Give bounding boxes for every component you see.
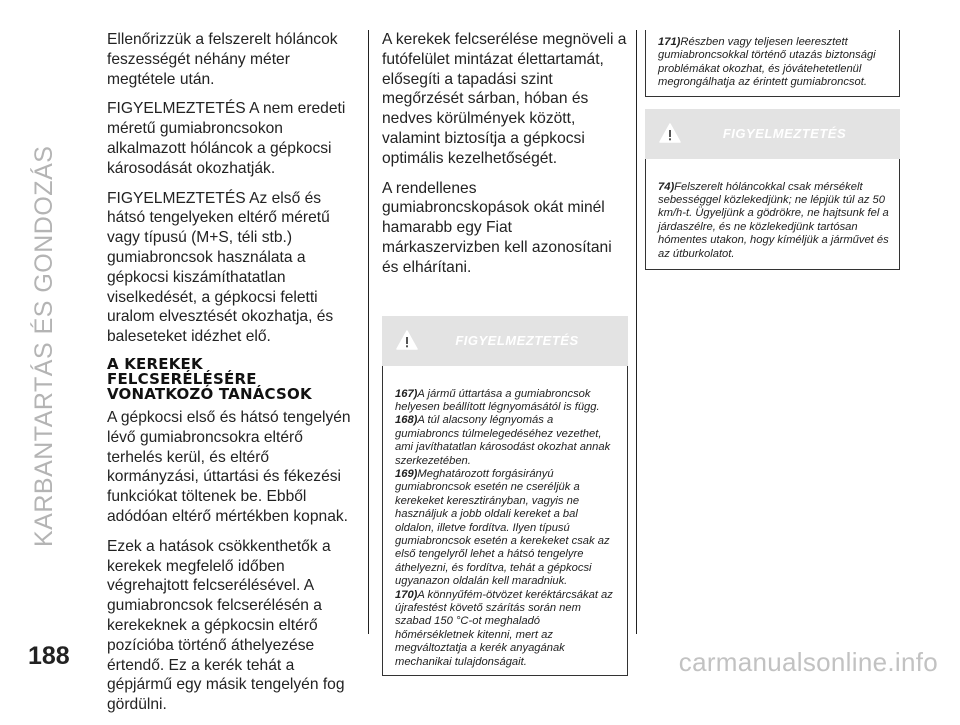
page-number: 188	[28, 642, 70, 670]
warning-header	[382, 316, 628, 366]
column-2	[382, 30, 628, 676]
note-number: 74)	[658, 180, 675, 193]
note-number: 170)	[395, 588, 418, 601]
chapter-side-title-text: KARBANTARTÁS ÉS GONDOZÁS	[30, 145, 58, 547]
paragraph: FIGYELMEZTETÉS A nem eredeti méretű gumiabroncsokon alkalmazott hóláncok a gépkocsi károsodását okozhatják.	[107, 100, 346, 177]
note-number: 169)	[395, 468, 418, 480]
warning-title: FIGYELMEZTETÉS	[722, 125, 847, 141]
note-number: 171)	[658, 36, 681, 48]
warning-note	[395, 468, 617, 589]
column-divider	[636, 30, 637, 634]
note-text: Meghatározott forgásirányú gumiabroncsok esetén ne cseréljük a kerekeket keresztirányban, vagyis ne használjuk a jobb oldali kereket a bal oldalon, illetve fordítva. Ilyen típusú gumiabroncsok esetén a kerekeket csak az első tengelyről lehet a hátsó tengelyre áthelyezni, és fordítva, tehát a gépkocsi ugyanazon oldalán kell maradniuk.	[395, 468, 610, 588]
warning-note	[395, 414, 617, 468]
warning-header	[645, 109, 900, 159]
column-divider	[368, 30, 369, 634]
paragraph: A kerekek felcserélése megnöveli a futófelület mintázat élettartamát, elősegíti a tapadási szint megőrzését sárban, hóban és nedves körülmények között, valamint biztosítja a gépkocsi optimális kezelhetőségét.	[382, 31, 627, 167]
section-heading-line: VONATKOZÓ TANÁCSOK	[107, 384, 312, 403]
warning-notes-box-continued	[645, 30, 900, 97]
warning-note	[395, 589, 617, 669]
note-number: 167)	[395, 387, 418, 400]
section-heading	[107, 354, 359, 403]
paragraph: FIGYELMEZTETÉS Az első és hátsó tengelyeken eltérő méretű vagy típusú (M+S, téli stb.) gumiabroncsok használata a gépkocsi kiszámíthatatlan viselkedését, a gépkocsi feletti uralom elvesztését okozhatja, és baleseteket idézhet elő.	[107, 189, 334, 346]
paragraph: A gépkocsi első és hátsó tengelyén lévő gumiabroncsokra eltérő terhelés kerül, és eltérő kormányzási, úttartási és fékezési funkciókat töltenek be. Ebből adódóan eltérő mértékben kopnak.	[107, 408, 351, 525]
note-number: 168)	[395, 414, 418, 427]
watermark: carmanualsonline.info	[678, 647, 938, 677]
warning-notes-box	[645, 173, 900, 270]
warning-note	[658, 36, 889, 90]
note-text: Részben vagy teljesen leeresztett gumiabroncsokkal történő utazás biztonsági problémákat okozhat, és jóvátehetetlenül megrongálhatja az érintett gumiabroncsot.	[658, 36, 876, 89]
paragraph: A rendellenes gumiabroncskopások okát minél hamarabb egy Fiat márkaszervizben kell azonosítani és elhárítani.	[382, 179, 612, 276]
warning-gap	[645, 159, 900, 173]
paragraph: Ezek a hatások csökkenthetők a kerekek megfelelő időben végrehajtott felcserélésével. A gumiabroncsok felcserélésén a kerekeknek a gépkocsin eltérő pozícióba történő áthelyezése értendő. Ez a kerék tehát a gépjármű egy másik tengelyén fog gördülni.	[107, 537, 345, 714]
section-heading-line: A KEREKEK	[107, 354, 203, 373]
column-1	[107, 30, 359, 725]
note-text: A jármű úttartása a gumiabroncsok helyesen beállított légnyomásától is függ.	[395, 387, 600, 413]
warning-note	[658, 181, 889, 261]
section-heading-line: FELCSERÉLÉSÉRE	[107, 369, 257, 388]
warning-note	[395, 388, 617, 415]
paragraph: Ellenőrizzük a felszerelt hóláncok feszességét néhány méter megtétele után.	[107, 31, 338, 88]
column-3	[645, 30, 900, 270]
warning-gap	[382, 366, 628, 380]
warning-notes-box	[382, 380, 628, 677]
note-text: A túl alacsony légnyomás a gumiabroncs túlmelegedéséhez vezethet, ami javíthatatlan károsodást okozhat annak szerkezetében.	[395, 414, 611, 467]
warning-title: FIGYELMEZTETÉS	[455, 332, 579, 348]
note-text: A könnyűfém-ötvözet keréktárcsákat az újrafestést követő szárítás során nem szabad 150 °C-ot meghaladó hőmérsékletnek kitenni, mert az megváltoztatja a kerék anyagának mechanikai tulajdonságait.	[395, 588, 613, 668]
note-text: Felszerelt hóláncokkal csak mérsékelt sebességgel közlekedjünk; ne lépjük túl az 50 km/h-t. Ügyeljünk a gödrökre, ne hajtsunk fel a járdaszélre, és ne közlekedjünk tartósan hómentes utakon, hogy kíméljük a járművet és az útburkolatot.	[658, 180, 889, 260]
